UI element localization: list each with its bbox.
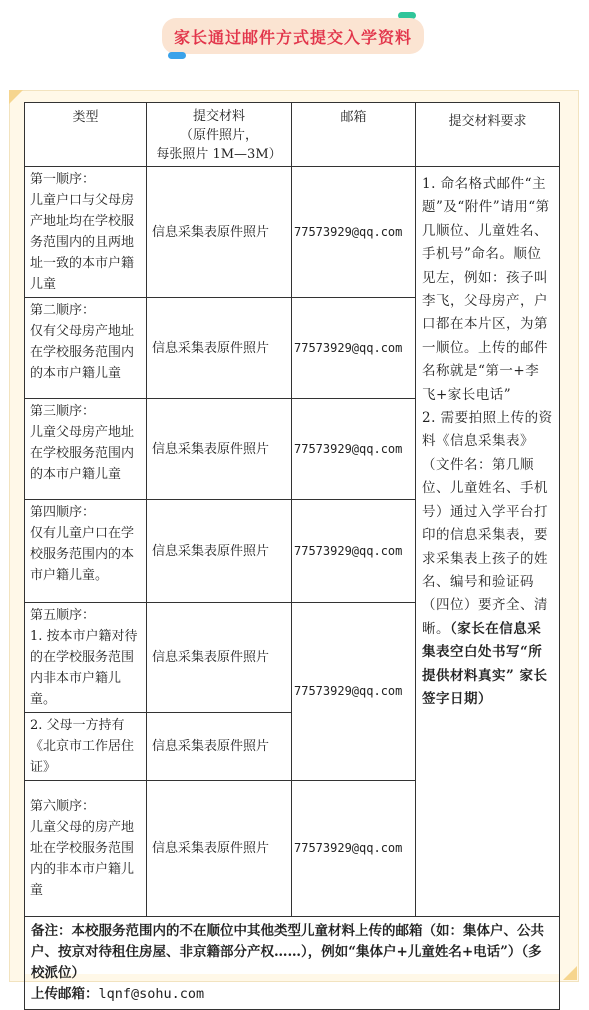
upload-label: 上传邮箱： — [31, 986, 99, 1002]
header-materials-line2: （原件照片， — [179, 128, 258, 143]
note-cell — [25, 917, 560, 1010]
upload-line — [31, 984, 553, 1005]
header-materials — [147, 103, 292, 167]
header-email: 邮箱 — [292, 103, 416, 167]
requirements-part1: 1. 命名格式邮件“主题”及“附件”请用“第几顺位、儿童姓名、手机号”命名。顺位见左，例如：孩子叫李飞，父母房产，户口都在本片区，为第一顺位。上传的邮件名称就是“第一+李飞+家长电话” — [422, 176, 550, 403]
header-materials-line3: 每张照片 1M—3M） — [156, 147, 282, 162]
note-row — [25, 917, 560, 1010]
table-row — [25, 167, 560, 298]
row-email: 77573929@qq.com — [292, 781, 416, 917]
row-type — [25, 167, 147, 298]
row-type-desc: 仅有父母房产地址在学校服务范围内的本市户籍儿童 — [30, 324, 135, 381]
row-material: 信息采集表原件照片 — [147, 167, 292, 298]
row-email: 77573929@qq.com — [292, 500, 416, 603]
note-text: 备注：本校服务范围内的不在顺位中其他类型儿童材料上传的邮箱（如：集体户、公共户、按京对待租住房屋、非京籍部分产权……），例如“集体户+儿童姓名+电话”）（多校派位） — [31, 923, 544, 981]
header-requirements: 提交材料要求 — [416, 103, 560, 167]
row-email: 77573929@qq.com — [292, 399, 416, 500]
row-email: 77573929@qq.com — [292, 298, 416, 399]
row-type-desc: 儿童父母房产地址在学校服务范围内的本市户籍儿童 — [30, 425, 135, 482]
row-type-desc: 仅有儿童户口在学校服务范围内的本市户籍儿童。 — [30, 526, 135, 583]
row-material: 信息采集表原件照片 — [147, 298, 292, 399]
row-type — [25, 500, 147, 603]
row-type-desc: 儿童父母的房产地址在学校服务范围内的非本市户籍儿童 — [30, 820, 135, 898]
submission-table — [24, 102, 560, 1010]
row-type — [25, 603, 147, 713]
row-type-desc: 2. 父母一方持有《北京市工作居住证》 — [30, 718, 135, 775]
row-type-desc: 1. 按本市户籍对待的在学校服务范围内非本市户籍儿童。 — [30, 629, 138, 707]
row-email: 77573929@qq.com — [292, 167, 416, 298]
row-type-title: 第四顺序： — [30, 505, 96, 520]
header-type: 类型 — [25, 103, 147, 167]
row-type-title: 第六顺序： — [30, 799, 96, 814]
row-type-desc: 儿童户口与父母房产地址均在学校服务范围内的且两地址一致的本市户籍儿童 — [30, 193, 135, 292]
header-materials-line1: 提交材料 — [192, 109, 245, 124]
row-type-title: 第二顺序： — [30, 303, 96, 318]
row-type-title: 第一顺序： — [30, 172, 96, 187]
title-banner — [0, 0, 589, 80]
row-type — [25, 298, 147, 399]
requirements-part2: 2. 需要拍照上传的资料《信息采集表》（文件名：第几顺位、儿童姓名、手机号）通过入学平台打印的信息采集表，要求采集表上孩子的姓名、编号和验证码（四位）要齐全、清晰。 — [422, 410, 553, 637]
table-header-row — [25, 103, 560, 167]
row-type-title: 第三顺序： — [30, 404, 96, 419]
row-type — [25, 399, 147, 500]
row-material: 信息采集表原件照片 — [147, 713, 292, 781]
row-type-title: 第五顺序： — [30, 608, 96, 623]
row-material: 信息采集表原件照片 — [147, 603, 292, 713]
requirements-part3: （家长在信息采集表空白处书写“所提供材料真实” 家长签字日期） — [422, 620, 548, 707]
row-material: 信息采集表原件照片 — [147, 399, 292, 500]
upload-email: lqnf@sohu.com — [98, 986, 205, 1002]
row-material: 信息采集表原件照片 — [147, 500, 292, 603]
requirements-cell — [416, 167, 560, 917]
row-type — [25, 781, 147, 917]
banner-title: 家长通过邮件方式提交入学资料 — [162, 18, 424, 54]
decor-dot-blue — [168, 52, 186, 59]
row-material: 信息采集表原件照片 — [147, 781, 292, 917]
row-type — [25, 713, 147, 781]
row-email: 77573929@qq.com — [292, 603, 416, 781]
